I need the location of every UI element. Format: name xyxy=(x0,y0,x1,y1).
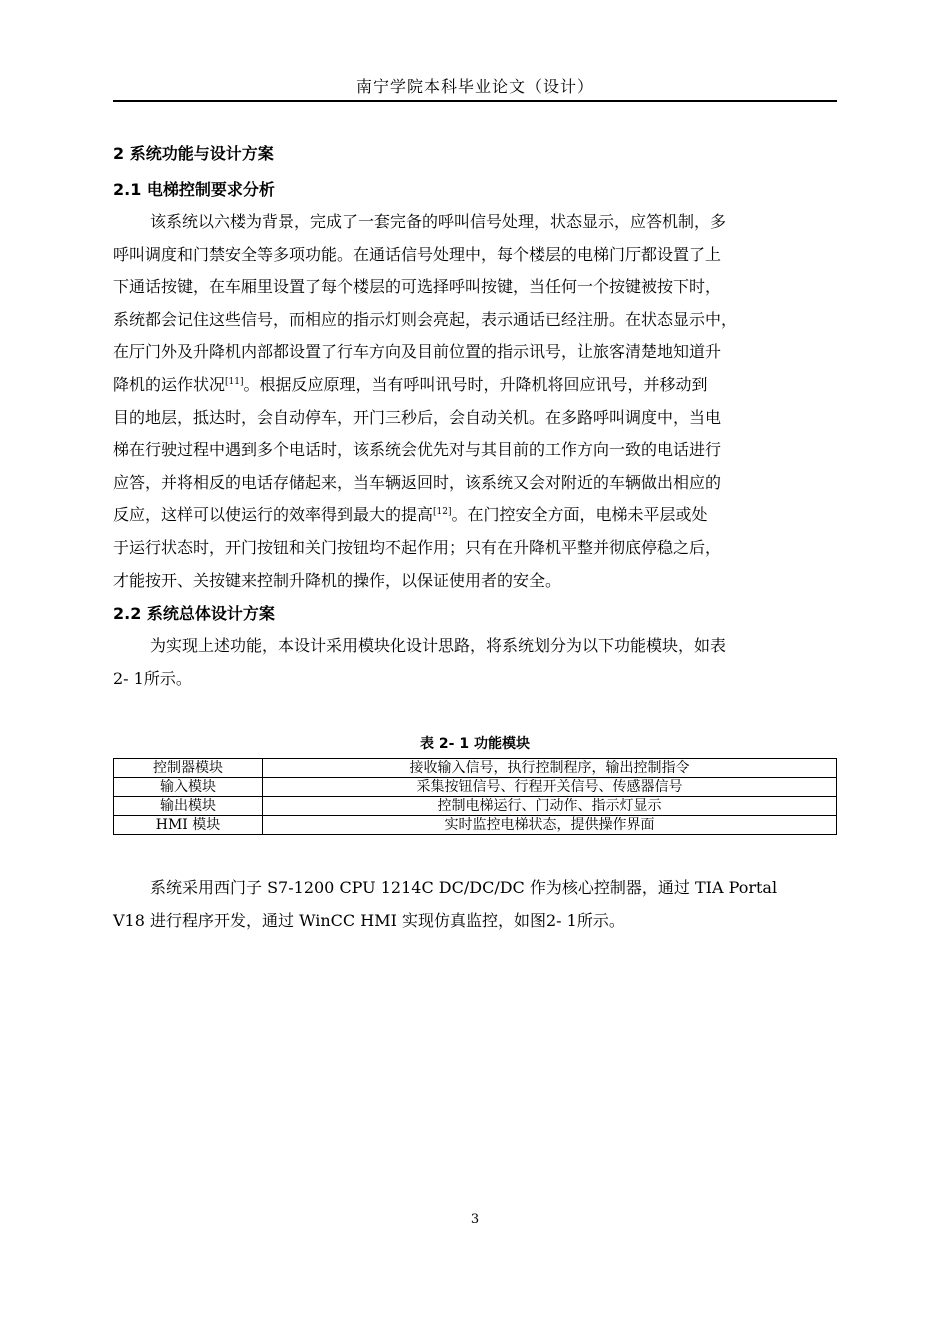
text-line: 应答，并将相反的电话存储起来，当车辆返回时，该系统又会对附近的车辆做出相应的 xyxy=(113,472,722,492)
table-row xyxy=(114,778,837,797)
text-segment: 。在门控安全方面，电梯未平层或处 xyxy=(451,505,708,525)
text-line: 系统都会记住这些信号，而相应的指示灯则会亮起，表示通话已经注册。在状态显示中， xyxy=(113,309,738,329)
text-line: 于运行状态时，开门按钮和关门按钮均不起作用；只有在升降机平整并彻底停稳之后， xyxy=(113,537,722,557)
paragraph-2-1 xyxy=(113,206,837,597)
section-heading-2-2: 2.2 系统总体设计方案 xyxy=(113,604,275,623)
citation-12: [12] xyxy=(433,507,452,518)
paragraph-2-2 xyxy=(113,630,837,695)
text-segment: 。根据反应原理，当有呼叫讯号时，升降机将回应讯号，并移动到 xyxy=(243,374,708,394)
table-caption: 表 2- 1 功能模块 xyxy=(420,736,530,752)
text-line: 梯在行驶过程中遇到多个电话时，该系统会优先对与其目前的工作方向一致的电话进行 xyxy=(113,440,722,460)
text-segment: 降机的运作状况 xyxy=(113,374,226,394)
table-cell-desc: 采集按钮信号、行程开关信号、传感器信号 xyxy=(263,778,837,797)
table-cell-name: 输入模块 xyxy=(114,778,263,797)
table-cell-name: 输出模块 xyxy=(114,797,263,816)
table-row xyxy=(114,816,837,835)
citation-11: [11] xyxy=(225,376,244,387)
table-cell-desc: 实时监控电梯状态，提供操作界面 xyxy=(263,816,837,835)
text-line: 目的地层，抵达时，会自动停车，开门三秒后，会自动关机。在多路呼叫调度中，当电 xyxy=(113,407,722,427)
function-module-table xyxy=(113,758,837,835)
text-line: 该系统以六楼为背景，完成了一套完备的呼叫信号处理，状态显示，应答机制，多 xyxy=(150,212,727,231)
text-line: 为实现上述功能，本设计采用模块化设计思路，将系统划分为以下功能模块，如表 xyxy=(150,636,727,655)
text-line: 在厅门外及升降机内部都设置了行车方向及目前位置的指示讯号，让旅客清楚地知道升 xyxy=(113,342,722,362)
table-cell-name: HMI 模块 xyxy=(114,816,263,835)
text-line: 才能按开、关按键来控制升降机的操作，以保证使用者的安全。 xyxy=(113,570,562,590)
text-line: 2- 1所示。 xyxy=(113,668,192,688)
section-heading-2-1: 2.1 电梯控制要求分析 xyxy=(113,180,275,199)
table-row xyxy=(114,759,837,778)
header-rule xyxy=(113,100,837,102)
text-line: 系统采用西门子 S7-1200 CPU 1214C DC/DC/DC 作为核心控制器，通过 TIA Portal xyxy=(150,878,778,897)
page-number: 3 xyxy=(470,1212,480,1227)
text-line: 下通话按键，在车厢里设置了每个楼层的可选择呼叫按键，当任何一个按键被按下时， xyxy=(113,277,722,297)
table-cell-desc: 接收输入信号，执行控制程序，输出控制指令 xyxy=(263,759,837,778)
text-segment: 反应，这样可以使运行的效率得到最大的提高 xyxy=(113,505,434,525)
text-line-with-citation xyxy=(113,499,837,532)
paragraph-closing xyxy=(113,872,837,937)
page-header: 南宁学院本科毕业论文（设计） xyxy=(355,77,594,96)
table-cell-desc: 控制电梯运行、门动作、指示灯显示 xyxy=(263,797,837,816)
text-line-with-citation xyxy=(113,369,837,402)
table-row xyxy=(114,797,837,816)
text-line: V18 进行程序开发，通过 WinCC HMI 实现仿真监控，如图2- 1所示。 xyxy=(113,910,625,930)
section-heading-2: 2 系统功能与设计方案 xyxy=(113,144,274,163)
text-line: 呼叫调度和门禁安全等多项功能。在通话信号处理中，每个楼层的电梯门厅都设置了上 xyxy=(113,244,722,264)
table-cell-name: 控制器模块 xyxy=(114,759,263,778)
